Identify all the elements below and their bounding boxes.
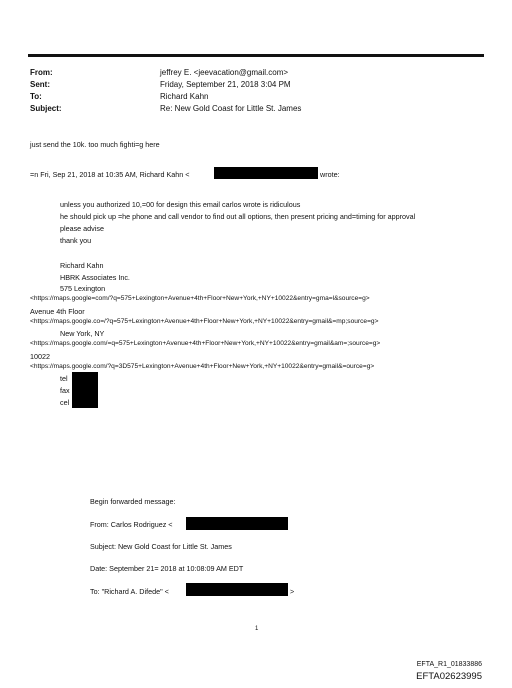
- signature-address: Avenue 4th Floor: [30, 307, 85, 316]
- forwarded-title: Begin forwarded message:: [90, 497, 176, 506]
- header-rule: [28, 54, 484, 57]
- quote-intro: =n Fri, Sep 21, 2018 at 10:35 AM, Richard Kahn <: [30, 170, 190, 179]
- signature-address: New York, NY: [60, 329, 105, 338]
- redaction-box: [186, 583, 288, 596]
- efta-small-id: EFTA_R1_01833886: [416, 661, 482, 668]
- forwarded-from: From: Carlos Rodriguez <: [90, 520, 173, 529]
- to-label: To:: [30, 92, 42, 101]
- from-value: jeffrey E. <jeevacation@gmail.com>: [160, 68, 289, 77]
- tel-label: tel: [60, 374, 68, 383]
- subject-label: Subject:: [30, 104, 62, 113]
- signature-name: Richard Kahn: [60, 261, 104, 270]
- cell-label: cel: [60, 398, 70, 407]
- signature-company: HBRK Associates Inc.: [60, 273, 130, 282]
- quoted-line: unless you authorized 10,=00 for design this email carlos wrote is ridiculous: [60, 200, 301, 209]
- to-value: Richard Kahn: [160, 92, 209, 101]
- quoted-line: thank you: [60, 236, 92, 245]
- map-link[interactable]: <https://maps.google.com/=q=575+Lexington+Avenue+4th+Floor+New+York,+NY+10022&entry=gmail&am=;source=g>: [30, 340, 381, 347]
- from-label: From:: [30, 68, 53, 77]
- forwarded-to: To: "Richard A. Difede" <: [90, 587, 169, 596]
- quoted-line: he should pick up =he phone and call vendor to find out all options, then present pricing and=timing for approval: [60, 212, 416, 221]
- signature-zip: 10022: [30, 352, 50, 361]
- fax-label: fax: [60, 386, 70, 395]
- reply-line: just send the 10k. too much fighti=g here: [30, 140, 160, 149]
- signature-address: 575 Lexington: [60, 284, 106, 293]
- quote-intro-wrote: wrote:: [320, 170, 340, 179]
- subject-value: Re: New Gold Coast for Little St. James: [160, 104, 302, 113]
- sent-label: Sent:: [30, 80, 50, 89]
- map-link[interactable]: <https://maps.google=com/?q=575+Lexington+Avenue+4th+Floor+New+York,+NY+10022&entry=gma=l&source=g>: [30, 295, 370, 302]
- forwarded-to-close: >: [290, 587, 295, 596]
- redaction-box: [186, 517, 288, 530]
- map-link[interactable]: <https://maps.google.co=/?q=575+Lexington+Avenue+4th+Floor+New+York,+NY+10022&entry=gmail&=mp;source=g>: [30, 318, 379, 325]
- redaction-box: [214, 167, 318, 179]
- forwarded-date: Date: September 21= 2018 at 10:08:09 AM EDT: [90, 564, 244, 573]
- page-number: 1: [255, 626, 259, 632]
- efta-large-id: EFTA02623995: [416, 671, 482, 682]
- sent-value: Friday, September 21, 2018 3:04 PM: [160, 80, 291, 89]
- forwarded-subject: Subject: New Gold Coast for Little St. James: [90, 542, 232, 551]
- quoted-line: please advise: [60, 224, 104, 233]
- map-link[interactable]: <https://maps.google.com/?q=3D575+Lexington+Avenue+4th+Floor+New+York,+NY+10022&entry=gmail&=ource=g>: [30, 363, 375, 370]
- redaction-box: [72, 372, 98, 408]
